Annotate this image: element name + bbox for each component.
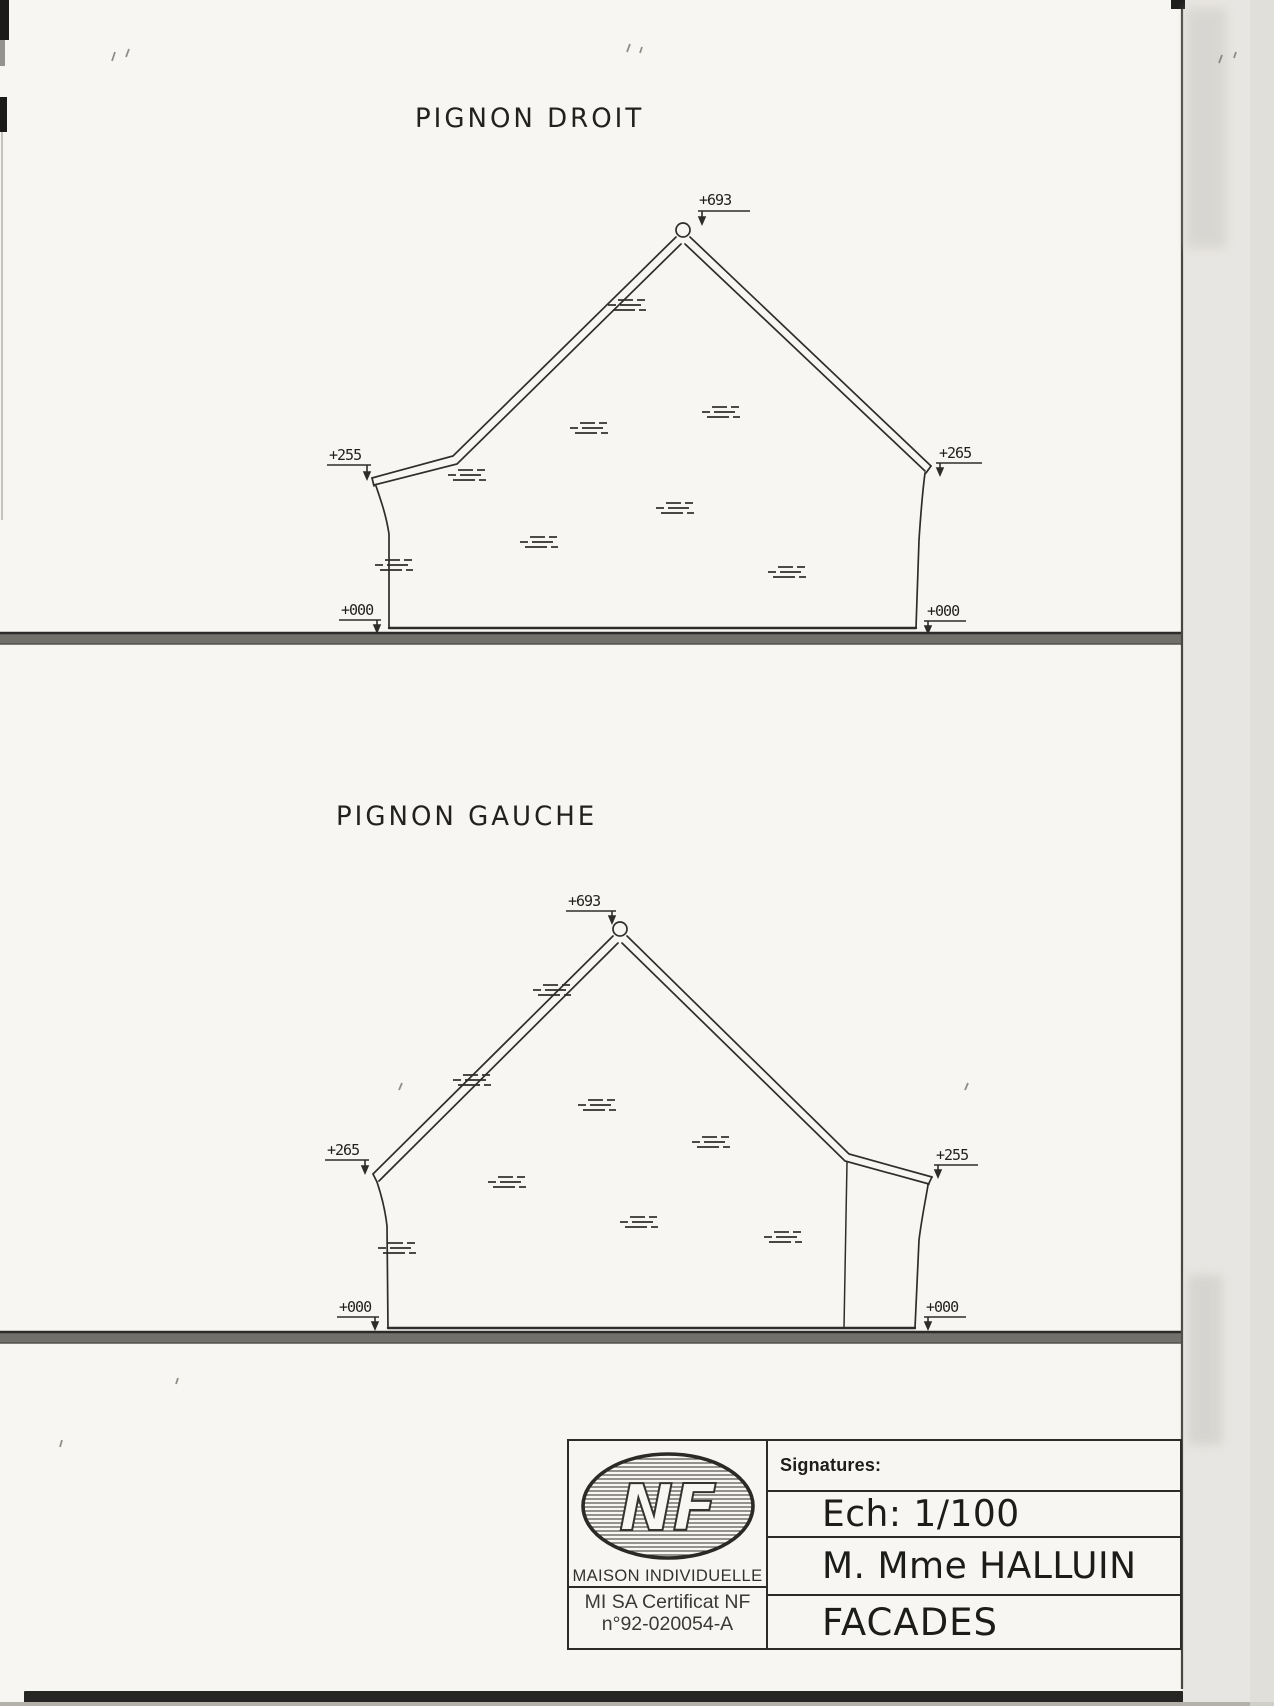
- dim-label-ground-right-1: +000: [927, 602, 960, 620]
- dim-label-left-eave-1: +255: [329, 446, 362, 464]
- ridge-finial: [613, 922, 627, 936]
- scale-row: [768, 1492, 1180, 1538]
- title-block: [567, 1439, 1182, 1650]
- ridge-finial: [676, 223, 690, 237]
- signatures-label: Signatures:: [780, 1455, 882, 1475]
- ground-line-bottom: [0, 1332, 1183, 1343]
- client-name: M. Mme HALLUIN: [822, 1545, 1137, 1587]
- dim-label-peak-2: +693: [568, 892, 601, 910]
- gable-right-brick-hatching: [375, 300, 806, 577]
- dim-label-peak-1: +693: [699, 191, 732, 209]
- gable-right-elevation: [372, 223, 931, 628]
- dim-label-ground-left-1: +000: [341, 601, 374, 619]
- nf-certificate-cell: [569, 1586, 766, 1648]
- dim-label-ground-right-2: +000: [926, 1298, 959, 1316]
- gable-left-elevation: [373, 922, 932, 1328]
- elevation-title-pignon-gauche: PIGNON GAUCHE: [336, 801, 598, 833]
- nf-certification-logo: [575, 1449, 761, 1565]
- title-block-info-cells: [768, 1441, 1180, 1648]
- dim-label-ground-left-2: +000: [339, 1298, 372, 1316]
- elevation-title-pignon-droit: PIGNON DROIT: [415, 103, 645, 135]
- scale-value: Ech: 1/100: [822, 1493, 1020, 1535]
- title-block-logo-cell: [569, 1441, 768, 1648]
- client-row: [768, 1538, 1180, 1596]
- nf-logo-caption: MAISON INDIVIDUELLE: [572, 1567, 763, 1585]
- ground-line-top: [0, 633, 1183, 644]
- sheet-title: FACADES: [822, 1600, 999, 1644]
- signatures-row: [768, 1441, 1180, 1492]
- nf-certificate-line1: MI SA Certificat NF: [584, 1591, 751, 1613]
- nf-logo-letters: NF: [618, 1472, 717, 1546]
- dim-label-left-eave-2: +265: [327, 1141, 360, 1159]
- dim-label-right-eave-2: +255: [936, 1146, 969, 1164]
- dim-label-right-eave-1: +265: [939, 444, 972, 462]
- sheet-title-row: [768, 1596, 1180, 1648]
- dimension-leaders-bottom: [325, 911, 978, 1329]
- nf-certificate-line2: n°92-020054-A: [601, 1612, 734, 1635]
